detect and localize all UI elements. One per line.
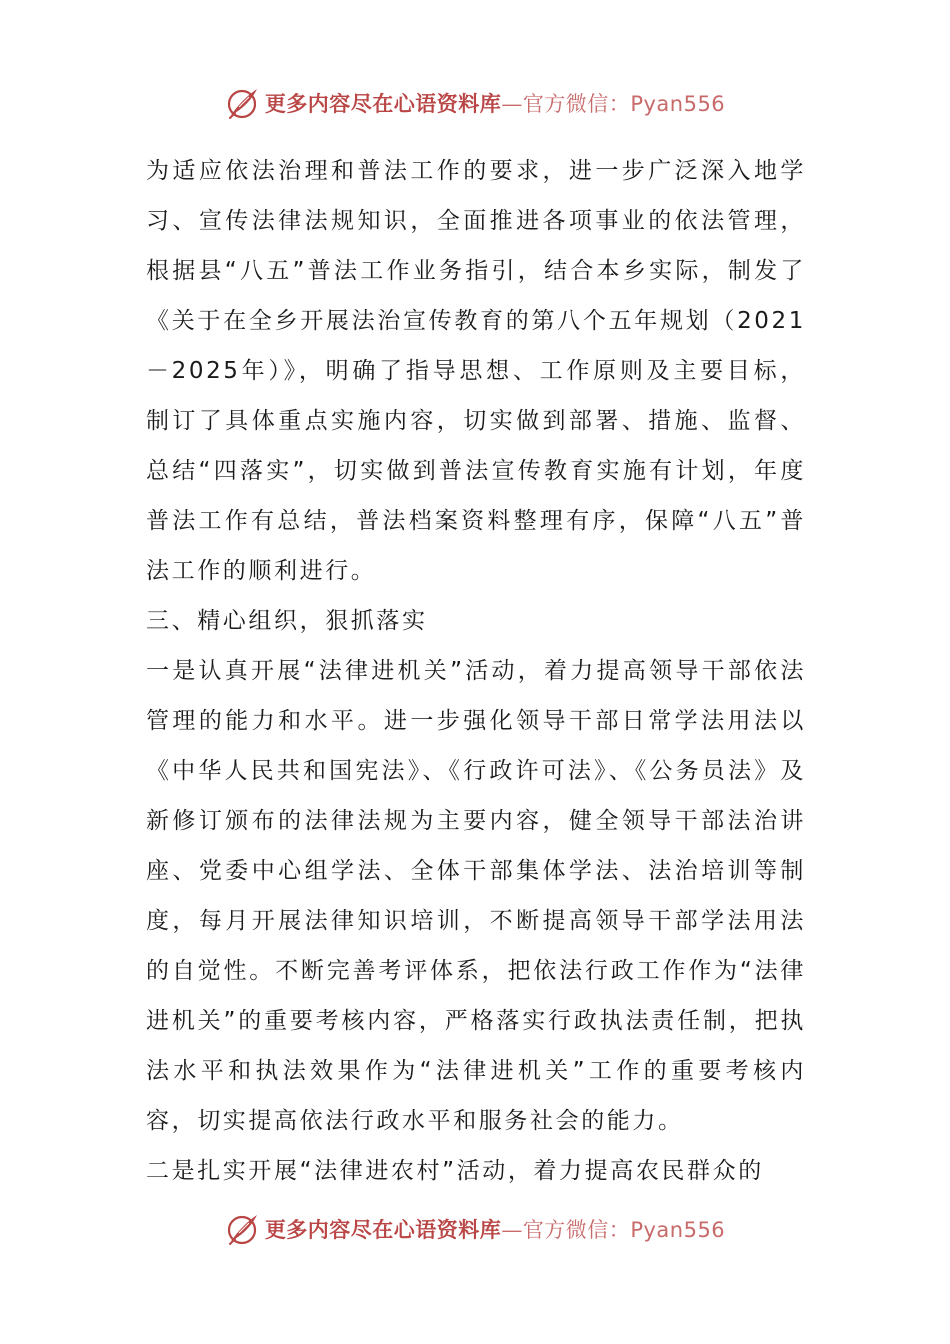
document-body (146, 146, 806, 1196)
header-banner (0, 83, 950, 123)
quill-pen-logo-icon (225, 1211, 261, 1247)
banner-wechat-id: Pyan556 (630, 1218, 726, 1242)
quill-pen-logo-icon (225, 85, 261, 121)
banner-wechat-label: 官方微信： (522, 1218, 631, 1242)
banner-dash: — (501, 1218, 523, 1242)
paragraph-item-two: 二是扎实开展“法律进农村”活动，着力提高农民群众的 (146, 1158, 764, 1184)
footer-banner (0, 1209, 950, 1249)
paragraph-intro: 为适应依法治理和普法工作的要求，进一步广泛深入地学习、宣传法律法规知识，全面推进各项事业的依法管理，根据县“八五”普法工作业务指引，结合本乡实际，制发了《关于在全乡开展法治宣传教育的第八个五年规划（2021－2025年）》，明确了指导思想、工作原则及主要目标，制订了具体重点实施内容，切实做到部署、措施、监督、总结“四落实”，切实做到普法宣传教育实施有计划，年度普法工作有总结，普法档案资料整理有序，保障“八五”普法工作的顺利进行。 (146, 158, 806, 584)
banner-brand-text: 更多内容尽在心语资料库 (264, 1217, 502, 1242)
banner-text (265, 1214, 725, 1244)
banner-text (265, 88, 725, 118)
banner-dash: — (501, 92, 523, 116)
section-heading: 三、精心组织，狠抓落实 (146, 608, 428, 634)
banner-wechat-id: Pyan556 (630, 92, 726, 116)
banner-wechat-label: 官方微信： (522, 92, 631, 116)
banner-brand-text: 更多内容尽在心语资料库 (264, 91, 502, 116)
paragraph-item-one: 一是认真开展“法律进机关”活动，着力提高领导干部依法管理的能力和水平。进一步强化领导干部日常学法用法以《中华人民共和国宪法》、《行政许可法》、《公务员法》及新修订颁布的法律法规为主要内容，健全领导干部法治讲座、党委中心组学法、全体干部集体学法、法治培训等制度，每月开展法律知识培训，不断提高领导干部学法用法的自觉性。不断完善考评体系，把依法行政工作作为“法律进机关”的重要考核内容，严格落实行政执法责任制，把执法水平和执法效果作为“法律进机关”工作的重要考核内容，切实提高依法行政水平和服务社会的能力。 (146, 658, 806, 1134)
